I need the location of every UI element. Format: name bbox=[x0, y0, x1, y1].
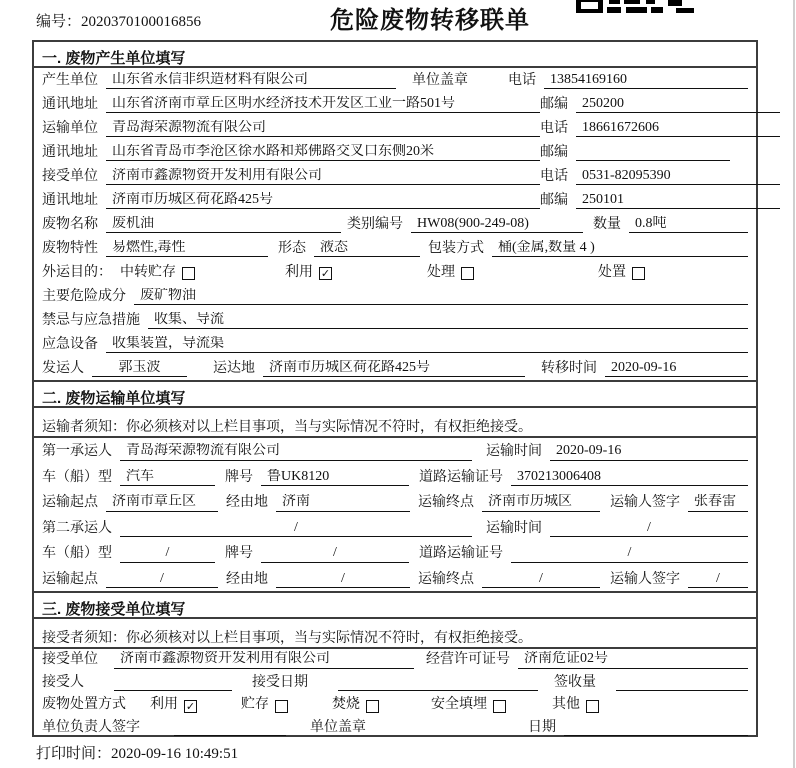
section3-notice: 接受者须知：你必须核对以上栏目事项，当与实际情况不符时，有权拒绝接受。 bbox=[34, 619, 756, 649]
disposal-label: 废物处置方式 bbox=[42, 697, 126, 713]
addr1-value: 山东省济南市章丘区明水经济技术开发区工业一路501号 bbox=[106, 96, 540, 113]
sign-date-value bbox=[564, 735, 748, 736]
route1-end-label: 运输终点 bbox=[418, 495, 474, 511]
sign-date-label: 日期 bbox=[528, 719, 556, 735]
receiver-phone-value: 0531-82095390 bbox=[576, 168, 780, 185]
route2-start-value: / bbox=[106, 571, 218, 588]
plate1-label: 牌号 bbox=[225, 469, 253, 485]
waste-prop-value: 易燃性,毒性 bbox=[106, 240, 268, 257]
producer-label: 产生单位 bbox=[42, 72, 98, 88]
vehicle2-value: / bbox=[120, 545, 215, 562]
disposal-option-use-label: 利用 bbox=[150, 697, 178, 713]
disposal-option-landfill-label: 安全填埋 bbox=[431, 697, 487, 713]
packing-label: 包装方式 bbox=[428, 240, 484, 256]
row-acceptor bbox=[34, 672, 756, 695]
addr1-zip-label: 邮编 bbox=[540, 96, 568, 112]
accept-date-label: 接受日期 bbox=[252, 674, 308, 690]
serial-value: 2020370100016856 bbox=[81, 14, 202, 30]
purpose-option-treat-checkbox bbox=[461, 267, 474, 280]
route2-sign-label: 运输人签字 bbox=[610, 571, 680, 587]
hazard-label: 主要危险成分 bbox=[42, 288, 126, 304]
purpose-option-storage-label: 中转贮存 bbox=[120, 264, 176, 280]
addr1-zip-value: 250200 bbox=[576, 96, 780, 113]
permit1-value: 370213006408 bbox=[511, 469, 748, 486]
row-carrier2 bbox=[34, 515, 756, 541]
route1-start-value: 济南市章丘区 bbox=[106, 494, 218, 511]
producer-value: 山东省永信非织造材料有限公司 bbox=[106, 72, 396, 89]
serial-label: 编号： bbox=[36, 14, 82, 30]
route1-sign-label: 运输人签字 bbox=[610, 495, 680, 511]
section1-title: 一. 废物产生单位填写 bbox=[34, 42, 756, 68]
transporter-value: 青岛海荣源物流有限公司 bbox=[106, 120, 540, 137]
disposal-option-store-checkbox bbox=[275, 700, 288, 713]
quantity-label: 数量 bbox=[593, 216, 621, 232]
sender-value: 郭玉波 bbox=[92, 360, 187, 377]
page-title: 危险废物转移联单 bbox=[330, 8, 530, 34]
addr3-zip-label: 邮编 bbox=[540, 192, 568, 208]
route2-via-label: 经由地 bbox=[226, 571, 268, 587]
permit2-label: 道路运输证号 bbox=[419, 546, 503, 562]
license-label: 经营许可证号 bbox=[426, 652, 510, 668]
row-waste-name bbox=[34, 212, 756, 236]
waste-name-label: 废物名称 bbox=[42, 216, 98, 232]
qr-code-icon bbox=[576, 0, 704, 13]
addr1-label: 通讯地址 bbox=[42, 96, 98, 112]
row-accept-unit bbox=[34, 649, 756, 672]
carrier2-time-value: / bbox=[550, 520, 748, 537]
row-route1 bbox=[34, 489, 756, 515]
destination-value: 济南市历城区荷花路425号 bbox=[263, 360, 525, 377]
hazard-value: 废矿物油 bbox=[134, 288, 748, 305]
disposal-option-burn-checkbox bbox=[366, 700, 379, 713]
unit-stamp-label: 单位盖章 bbox=[310, 719, 366, 735]
signed-amount-value bbox=[616, 690, 748, 691]
row-producer bbox=[34, 68, 756, 92]
transporter-phone-label: 电话 bbox=[540, 120, 568, 136]
row-transfer-purpose bbox=[34, 260, 756, 284]
row-responsible-sign bbox=[34, 717, 756, 740]
receiver-phone-label: 电话 bbox=[540, 168, 568, 184]
row-vehicle2 bbox=[34, 540, 756, 566]
waste-name-value: 废机油 bbox=[106, 216, 341, 233]
print-time bbox=[36, 742, 238, 763]
disposal-option-other-label: 其他 bbox=[552, 697, 580, 713]
route2-end-value: / bbox=[482, 571, 600, 588]
route2-end-label: 运输终点 bbox=[418, 571, 474, 587]
row-disposal-method bbox=[34, 694, 756, 717]
purpose-option-use-label: 利用 bbox=[285, 264, 313, 280]
purpose-option-dispose-label: 处置 bbox=[598, 264, 626, 280]
responsible-sign-label: 单位负责人签字 bbox=[42, 719, 140, 735]
disposal-option-use-checkbox: ✓ bbox=[185, 699, 196, 713]
plate1-value: 鲁UK8120 bbox=[261, 469, 409, 486]
row-hazard-component bbox=[34, 284, 756, 308]
purpose-option-treat-label: 处理 bbox=[427, 264, 455, 280]
section2-notice: 运输者须知：你必须核对以上栏目事项，当与实际情况不符时，有权拒绝接受。 bbox=[34, 408, 756, 438]
form-value: 液态 bbox=[314, 240, 420, 257]
destination-label: 运达地 bbox=[213, 360, 255, 376]
row-route2 bbox=[34, 566, 756, 592]
carrier1-label: 第一承运人 bbox=[42, 444, 112, 460]
category-value: HW08(900-249-08) bbox=[411, 216, 583, 233]
purpose-option-dispose-checkbox bbox=[632, 267, 645, 280]
vehicle1-label: 车（船）型 bbox=[42, 469, 112, 485]
vehicle1-value: 汽车 bbox=[120, 469, 215, 486]
addr2-label: 通讯地址 bbox=[42, 144, 98, 160]
plate2-label: 牌号 bbox=[225, 546, 253, 562]
window-right-edge bbox=[793, 0, 795, 768]
addr3-zip-value: 250101 bbox=[576, 192, 780, 209]
route2-via-value: / bbox=[276, 571, 410, 588]
addr2-value: 山东省青岛市李沧区徐水路和郑佛路交叉口东侧20米 bbox=[106, 144, 540, 161]
accept-date-value bbox=[338, 690, 538, 691]
purpose-option-use-checkbox: ✓ bbox=[320, 267, 331, 280]
accept-unit-label: 接受单位 bbox=[42, 652, 98, 668]
transfer-time-label: 转移时间 bbox=[541, 360, 597, 376]
route1-via-value: 济南 bbox=[276, 494, 410, 511]
purpose-option-storage-checkbox bbox=[182, 267, 195, 280]
carrier2-time-label: 运输时间 bbox=[486, 520, 542, 536]
carrier1-value: 青岛海荣源物流有限公司 bbox=[120, 443, 472, 460]
serial-number bbox=[36, 10, 201, 31]
carrier2-value: / bbox=[120, 520, 472, 537]
receiver-value: 济南市鑫源物资开发利用有限公司 bbox=[106, 168, 540, 185]
accept-unit-value: 济南市鑫源物资开发利用有限公司 bbox=[114, 651, 414, 668]
section3-title: 三. 废物接受单位填写 bbox=[34, 591, 756, 619]
disposal-option-store-label: 贮存 bbox=[241, 697, 269, 713]
row-sender bbox=[34, 356, 756, 380]
category-label: 类别编号 bbox=[347, 216, 403, 232]
equipment-label: 应急设备 bbox=[42, 336, 98, 352]
vehicle2-label: 车（船）型 bbox=[42, 546, 112, 562]
route1-end-value: 济南市历城区 bbox=[482, 494, 600, 511]
signed-amount-label: 签收量 bbox=[554, 674, 596, 690]
equipment-value: 收集装置，导流渠 bbox=[106, 336, 748, 353]
row-producer-address bbox=[34, 92, 756, 116]
addr3-label: 通讯地址 bbox=[42, 192, 98, 208]
transfer-time-value: 2020-09-16 bbox=[605, 360, 748, 377]
license-value: 济南危证02号 bbox=[518, 651, 748, 668]
waste-prop-label: 废物特性 bbox=[42, 240, 98, 256]
taboo-value: 收集、导流 bbox=[148, 312, 748, 329]
responsible-sign-value bbox=[174, 735, 286, 736]
disposal-option-burn-label: 焚烧 bbox=[332, 697, 360, 713]
transporter-phone-value: 18661672606 bbox=[576, 120, 780, 137]
row-carrier1 bbox=[34, 438, 756, 464]
row-vehicle1 bbox=[34, 464, 756, 490]
carrier1-time-label: 运输时间 bbox=[486, 444, 542, 460]
producer-phone-value: 13854169160 bbox=[544, 72, 748, 89]
quantity-value: 0.8吨 bbox=[629, 216, 748, 233]
permit1-label: 道路运输证号 bbox=[419, 469, 503, 485]
acceptor-label: 接受人 bbox=[42, 674, 84, 690]
addr3-value: 济南市历城区荷花路425号 bbox=[106, 192, 540, 209]
route1-start-label: 运输起点 bbox=[42, 495, 98, 511]
row-emergency-equipment bbox=[34, 332, 756, 356]
producer-phone-label: 电话 bbox=[508, 72, 536, 88]
plate2-value: / bbox=[261, 545, 409, 562]
taboo-label: 禁忌与应急措施 bbox=[42, 312, 140, 328]
row-transporter bbox=[34, 116, 756, 140]
route1-via-label: 经由地 bbox=[226, 495, 268, 511]
disposal-option-landfill-checkbox bbox=[493, 700, 506, 713]
purpose-label: 外运目的： bbox=[42, 264, 112, 280]
section2-title: 二. 废物运输单位填写 bbox=[34, 380, 756, 408]
transporter-label: 运输单位 bbox=[42, 120, 98, 136]
print-time-label: 打印时间： bbox=[36, 746, 112, 762]
row-transporter-address bbox=[34, 140, 756, 164]
route2-sign-value: / bbox=[688, 571, 748, 588]
permit2-value: / bbox=[511, 545, 748, 562]
row-taboo-measures bbox=[34, 308, 756, 332]
sender-label: 发运人 bbox=[42, 360, 84, 376]
packing-value: 桶(金属,数量 4 ) bbox=[492, 240, 748, 257]
addr2-zip-value bbox=[576, 160, 730, 161]
addr2-zip-label: 邮编 bbox=[540, 144, 568, 160]
row-receiver bbox=[34, 164, 756, 188]
receiver-label: 接受单位 bbox=[42, 168, 98, 184]
row-receiver-address bbox=[34, 188, 756, 212]
route2-start-label: 运输起点 bbox=[42, 571, 98, 587]
row-waste-properties bbox=[34, 236, 756, 260]
print-time-value: 2020-09-16 10:49:51 bbox=[111, 746, 239, 762]
producer-stamp-label: 单位盖章 bbox=[412, 72, 468, 88]
form-label: 形态 bbox=[278, 240, 306, 256]
acceptor-value bbox=[114, 690, 232, 691]
carrier1-time-value: 2020-09-16 bbox=[550, 443, 748, 460]
disposal-option-other-checkbox bbox=[586, 700, 599, 713]
manifest-form bbox=[32, 40, 758, 737]
carrier2-label: 第二承运人 bbox=[42, 520, 112, 536]
route1-sign-value: 张春雷 bbox=[688, 494, 748, 511]
